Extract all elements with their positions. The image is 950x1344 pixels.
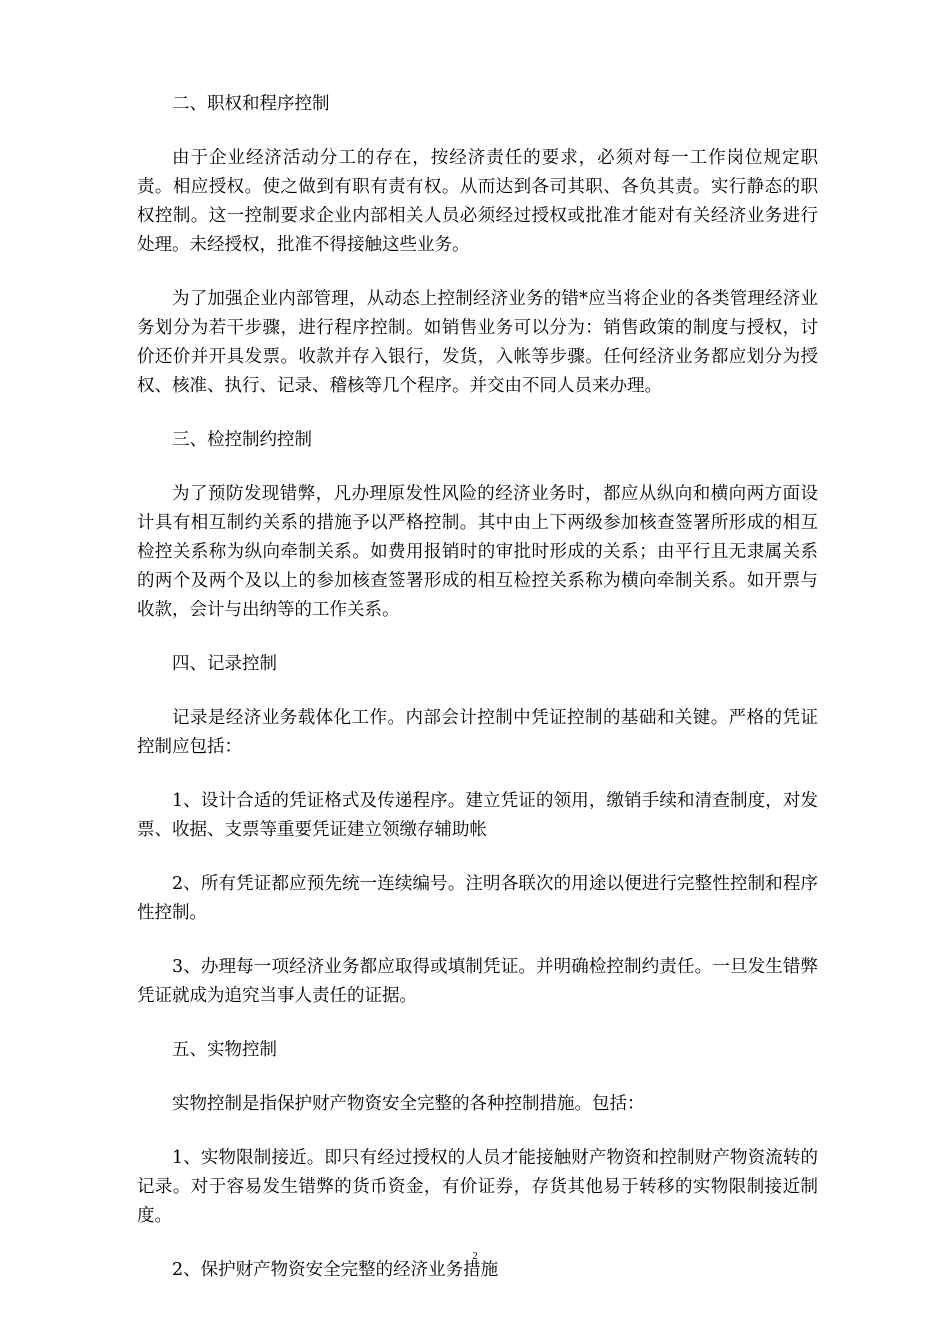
body-paragraph: 记录是经济业务载体化工作。内部会计控制中凭证控制的基础和关键。严格的凭证控制应包括：	[137, 708, 818, 757]
page-number: 2	[472, 1250, 478, 1262]
section-heading: 四、记录控制	[172, 654, 277, 674]
list-item-paragraph: 2、保护财产物资安全完整的经济业务措施	[172, 1260, 499, 1280]
section-heading: 二、职权和程序控制	[172, 94, 330, 114]
section-heading: 三、检控制约控制	[172, 430, 312, 450]
body-paragraph: 实物控制是指保护财产物资安全完整的各种控制措施。包括：	[172, 1094, 645, 1114]
section-heading: 五、实物控制	[172, 1040, 277, 1060]
document-body	[137, 90, 818, 1310]
list-item-paragraph: 1、设计合适的凭证格式及传递程序。建立凭证的领用，缴销手续和清查制度，对发票、收据、支票等重要凭证建立领缴存辅助帐	[137, 791, 818, 840]
body-paragraph: 为了预防发现错弊，凡办理原发性风险的经济业务时，都应从纵向和横向两方面设计具有相互制约关系的措施予以严格控制。其中由上下两级参加核查签署所形成的相互检控关系称为纵向牵制关系。如费用报销时的审批时形成的关系；由平行且无隶属关系的两个及两个及以上的参加核查签署形成的相互检控关系称为横向牵制关系。如开票与收款，会计与出纳等的工作关系。	[137, 484, 818, 620]
list-item-paragraph: 2、所有凭证都应预先统一连续编号。注明各联次的用途以便进行完整性控制和程序性控制。	[137, 874, 818, 923]
body-paragraph: 为了加强企业内部管理，从动态上控制经济业务的错*应当将企业的各类管理经济业务划分为若干步骤，进行程序控制。如销售业务可以分为：销售政策的制度与授权，讨价还价并开具发票。收款并存入银行，发货，入帐等步骤。任何经济业务都应划分为授权、核准、执行、记录、稽核等几个程序。并交由不同人员来办理。	[137, 289, 818, 396]
body-paragraph: 由于企业经济活动分工的存在，按经济责任的要求，必须对每一工作岗位规定职责。相应授权。使之做到有职有责有权。从而达到各司其职、各负其责。实行静态的职权控制。这一控制要求企业内部相关人员必须经过授权或批准才能对有关经济业务进行处理。未经授权，批准不得接触这些业务。	[137, 148, 818, 255]
list-item-paragraph: 1、实物限制接近。即只有经过授权的人员才能接触财产物资和控制财产物资流转的记录。对于容易发生错弊的货币资金，有价证券，存货其他易于转移的实物限制接近制度。	[137, 1148, 818, 1226]
list-item-paragraph: 3、办理每一项经济业务都应取得或填制凭证。并明确检控制约责任。一旦发生错弊凭证就成为追究当事人责任的证据。	[137, 957, 818, 1006]
